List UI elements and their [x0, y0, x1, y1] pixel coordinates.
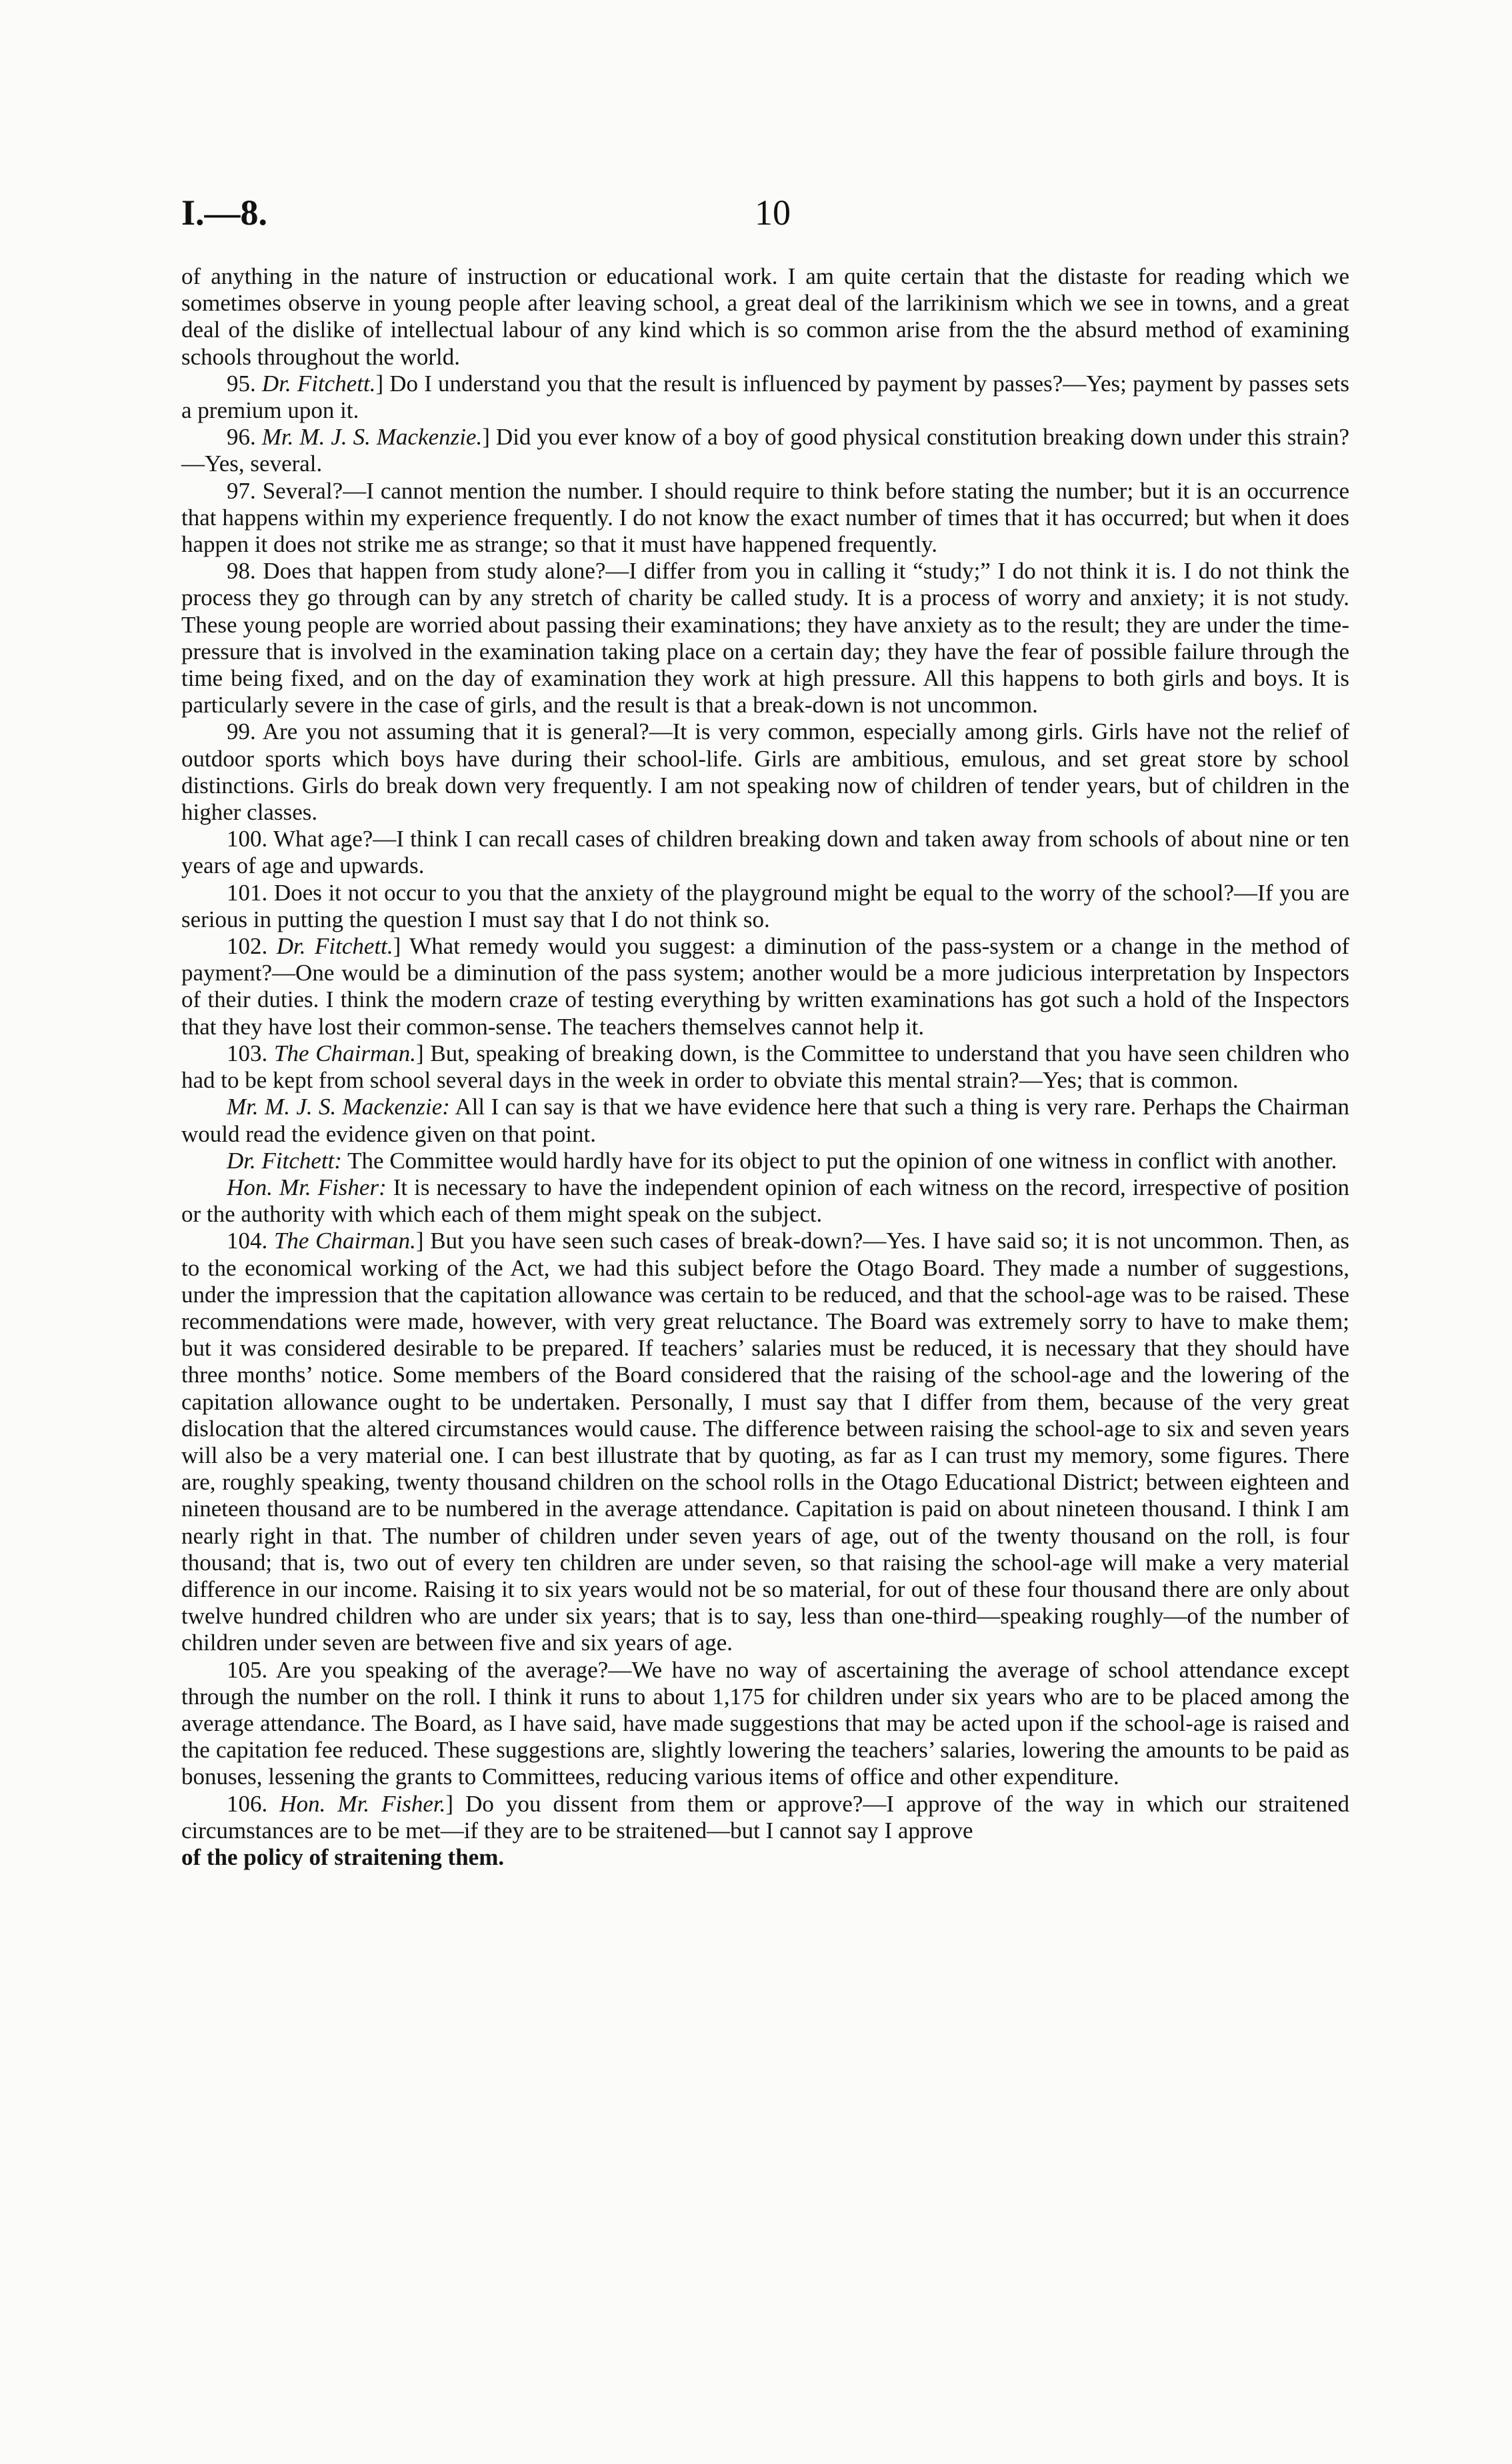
question-number: 97.: [227, 477, 263, 504]
paragraph-text: Are you speaking of the average?—We have no way of ascertaining the average of school attendance except through the number on the roll. I think it runs to about 1,175 for children under six years who are to be placed among the average attendance. The Board, as I have said, have made suggestions that may be acted upon if the school-age is raised and the capitation fee reduced. These suggestions are, slightly lowering the teachers’ salaries, lowering the amounts to be paid as bonuses, lessening the grants to Committees, reducing various items of office and other expenditure.: [181, 1656, 1349, 1790]
paragraph-text: What age?—I think I can recall cases of children breaking down and taken away from schools of about nine or ten years of age and upwards.: [181, 826, 1349, 879]
speaker-name: Dr. Fitchett:: [227, 1147, 343, 1174]
paragraph-text: ] Did you ever know of a boy of good physical constitution breaking down under this strain?—Yes, several.: [181, 424, 1350, 477]
paragraph-98: [181, 558, 1349, 718]
paragraph-text: Does that happen from study alone?—I differ from you in calling it “study;” I do not think it is. I do not think the process they go through can by any stretch of charity be called study. It is a process of worry and anxiety; it is not study. These young people are worried about passing their examinations; they have anxiety as to the result; they are under the time-pressure that is involved in the examination taking place on a certain day; they have the fear of possible failure through the time being fixed, and on the day of examination they work at high pressure. All this happens to both girls and boys. It is particularly severe in the case of girls, and the result is that a break-down is not uncommon.: [181, 558, 1350, 718]
page-number: 10: [755, 193, 791, 233]
speaker-name: Mr. M. J. S. Mackenzie.: [261, 424, 483, 451]
paragraph-105: [181, 1657, 1349, 1791]
paragraph-text: It is necessary to have the independent opinion of each witness on the record, irrespective of position or the authority with which each of them might speak on the subject.: [181, 1174, 1349, 1228]
paragraph-99: [181, 718, 1349, 826]
final-line: of the policy of straitening them.: [181, 1844, 505, 1870]
paragraph-104: [181, 1228, 1349, 1656]
paragraph-text: ] But, speaking of breaking down, is the Committee to understand that you have seen children who had to be kept from school several days in the week in order to obviate this mental strain?—Yes; that is common.: [181, 1040, 1350, 1094]
paragraph-text: ] Do I understand you that the result is influenced by payment by passes?—Yes; payment by passes sets a premium upon it.: [181, 370, 1349, 424]
paragraph-97: [181, 478, 1349, 559]
question-number: 95.: [227, 370, 262, 397]
question-number: 106.: [227, 1790, 280, 1817]
interjection-fitchett: [181, 1148, 1349, 1174]
question-number: 96.: [227, 424, 262, 451]
paragraph-text: ] What remedy would you suggest: a diminution of the pass-system or a change in the method of payment?—One would be a diminution of the pass system; another would be a more judicious interpretation by Inspectors of their duties. I think the modern craze of testing everything by written examinations has got such a hold of the Inspectors that they have lost their common-sense. The teachers themselves cannot help it.: [181, 933, 1349, 1040]
paragraph-102: [181, 933, 1349, 1040]
paragraph-continuation: [181, 263, 1349, 371]
question-number: 100.: [227, 826, 273, 852]
speaker-name: The Chairman.: [273, 1228, 416, 1254]
speaker-name: Mr. M. J. S. Mackenzie:: [227, 1094, 450, 1120]
speaker-name: Hon. Mr. Fisher:: [227, 1174, 387, 1200]
page-header: [181, 192, 1355, 239]
question-number: 102.: [227, 933, 277, 960]
interjection-fisher: [181, 1174, 1349, 1228]
body-text: [181, 263, 1349, 1871]
document-reference: I.—8.: [181, 193, 268, 233]
paragraph-text: ] But you have seen such cases of break-down?—Yes. I have said so; it is not uncommon. Then, as to the economical working of the Act, we had this subject before the Otago Board. They made a number of suggestions, under the impression that the capitation allowance was certain to be reduced, and that the school-age was to be raised. These recommendations were made, however, with very great reluctance. The Board was extremely sorry to have to make them; but it was considered desirable to be prepared. If teachers’ salaries must be reduced, it is necessary that they should have three months’ notice. Some members of the Board considered that the raising of the school-age and the lowering of the capitation allowance ought to be undertaken. Personally, I must say that I differ from them, because of the very great dislocation that the altered circumstances would cause. The difference between raising the school-age to six and seven years will also be a very material one. I can best illustrate that by quoting, as far as I can trust my memory, some figures. There are, roughly speaking, twenty thousand children on the school rolls in the Otago Educational District; between eighteen and nineteen thousand are to be numbered in the average attendance. Capitation is paid on about nineteen thousand. I think I am nearly right in that. The number of children under seven years of age, out of the twenty thousand on the roll, is four thousand; that is, two out of every ten children are under seven, so that raising the school-age will make a very material difference in our income. Raising it to six years would not be so material, for out of these four thousand there are only about twelve hundred children who are under six years; that is to say, less than one-third—speaking roughly—of the number of children under seven are between five and six years of age.: [181, 1228, 1349, 1656]
paragraph-text: The Committee would hardly have for its object to put the opinion of one witness in conflict with another.: [342, 1147, 1337, 1174]
paragraph-95: [181, 371, 1349, 424]
speaker-name: Dr. Fitchett.: [261, 370, 376, 397]
speaker-name: The Chairman.: [274, 1040, 416, 1066]
question-number: 103.: [227, 1040, 274, 1066]
paragraph-text: Does it not occur to you that the anxiety of the playground might be equal to the worry of the school?—If you are serious in putting the question I must say that I do not think so.: [181, 879, 1349, 932]
question-number: 99.: [227, 718, 263, 745]
paragraph-text: ] Do you dissent from them or approve?—I approve of the way in which our straitened circumstances are to be met—if they are to be straitened—but I cannot say I approve: [181, 1790, 1349, 1844]
speaker-name: Hon. Mr. Fisher.: [279, 1790, 446, 1817]
question-number: 101.: [227, 879, 274, 906]
paragraph-100: [181, 826, 1349, 879]
paragraph-text: Are you not assuming that it is general?—It is very common, especially among girls. Girls have not the relief of outdoor sports which boys have during their school-life. Girls are ambitious, emulous, and set great store by school distinctions. Girls do break down very frequently. I am not speaking now of children of tender years, but of children in the higher classes.: [181, 718, 1349, 826]
question-number: 104.: [227, 1228, 274, 1254]
interjection-mackenzie: [181, 1094, 1349, 1147]
paragraph-text: All I can say is that we have evidence here that such a thing is very rare. Perhaps the Chairman would read the evidence given on that point.: [181, 1094, 1349, 1147]
paragraph-101: [181, 880, 1349, 933]
question-number: 105.: [227, 1656, 276, 1683]
paragraph-text: Several?—I cannot mention the number. I should require to think before stating the number; but it is an occurrence that happens within my experience frequently. I do not know the exact number of times that it has occurred; but when it does happen it does not strike me as strange; so that it must have happened frequently.: [181, 477, 1349, 558]
paragraph-96: [181, 424, 1349, 477]
question-number: 98.: [227, 558, 263, 585]
paragraph-text: of anything in the nature of instruction or educational work. I am quite certain that the distaste for reading which we sometimes observe in young people after leaving school, a great deal of the larrikinism which we see in towns, and a great deal of the dislike of intellectual labour of any kind which is so common arise from the the absurd method of examining schools throughout the world.: [181, 263, 1349, 370]
speaker-name: Dr. Fitchett.: [276, 933, 393, 960]
paragraph-103: [181, 1040, 1349, 1094]
paragraph-106: [181, 1791, 1349, 1844]
